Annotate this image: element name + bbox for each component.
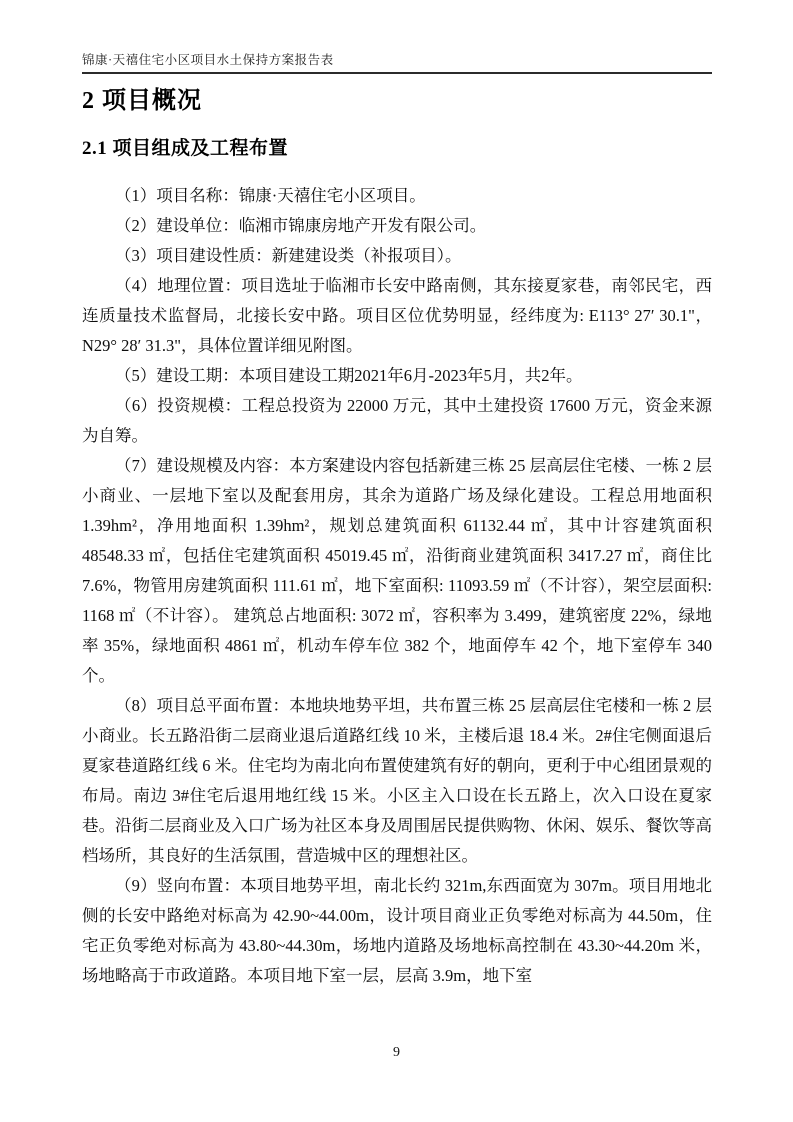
paragraph-scale-and-content: （7）建设规模及内容：本方案建设内容包括新建三栋 25 层高层住宅楼、一栋 2 层小商业、一层地下室以及配套用房，其余为道路广场及绿化建设。工程总用地面积 1.39hm²，净用地面积 1.39hm²，规划总建筑面积 61132.44 ㎡，其中计容建筑面积 48548.33 ㎡，包括住宅建筑面积 45019.45 ㎡，沿街商业建筑面积 3417.27 ㎡，商住比 7.6%，物管用房建筑面积 111.61 ㎡，地下室面积: 11093.59 ㎡（不计容），架空层面积: 1168 ㎡（不计容）。 建筑总占地面积: 3072 ㎡，容积率为 3.499，建筑密度 22%，绿地率 35%，绿地面积 4861 ㎡，机动车停车位 382 个，地面停车 42 个，地下室停车 340 个。 — [82, 456, 712, 685]
page-footer — [0, 1045, 793, 1061]
paragraph-construction-unit: （2）建设单位：临湘市锦康房地产开发有限公司。 — [115, 216, 487, 235]
paragraph-site-plan-layout: （8）项目总平面布置：本地块地势平坦，共布置三栋 25 层高层住宅楼和一栋 2 层小商业。长五路沿街二层商业退后道路红线 10 米，主楼后退 18.4 米。2#住宅侧面退后夏家巷道路红线 6 米。住宅均为南北向布置使建筑有好的朝向，更利于中心组团景观的布局。南边 3#住宅后退用地红线 15 米。小区主入口设在长五路上，次入口设在夏家巷。沿街二层商业及入口广场为社区本身及周围居民提供购物、休闲、娱乐、餐饮等高档场所，其良好的生活氛围，营造城中区的理想社区。 — [82, 696, 712, 865]
section-heading: 2.1 项目组成及工程布置 — [82, 138, 289, 159]
paragraph-construction-period: （5）建设工期：本项目建设工期2021年6月-2023年5月，共2年。 — [115, 366, 583, 385]
paragraph-project-name: （1）项目名称：锦康·天禧住宅小区项目。 — [115, 186, 426, 205]
chapter-heading: 2 项目概况 — [82, 88, 202, 114]
page-content-area — [82, 0, 712, 991]
running-header-title: 锦康·天禧住宅小区项目水土保持方案报告表 — [82, 53, 334, 67]
paragraph-location: （4）地理位置：项目选址于临湘市长安中路南侧，其东接夏家巷，南邻民宅，西连质量技术监督局，北接长安中路。项目区位优势明显，经纬度为: E113° 27′ 30.1"，N29° 28′ 31.3"，具体位置详细见附图。 — [82, 276, 712, 355]
paragraph-investment-scale: （6）投资规模：工程总投资为 22000 万元，其中土建投资 17600 万元，资金来源为自筹。 — [82, 396, 712, 445]
paragraph-project-nature: （3）项目建设性质：新建建设类（补报项目）。 — [115, 246, 462, 265]
body-text — [82, 181, 712, 991]
page-number: 9 — [393, 1045, 400, 1060]
running-header — [82, 0, 712, 74]
paragraph-vertical-layout: （9）竖向布置：本项目地势平坦，南北长约 321m,东西面宽为 307m。项目用地北侧的长安中路绝对标高为 42.90~44.00m，设计项目商业正负零绝对标高为 44.50m，住宅正负零绝对标高为 43.80~44.30m，场地内道路及场地标高控制在 43.30~44.20m 米，场地略高于市政道路。本项目地下室一层，层高 3.9m，地下室 — [82, 876, 712, 985]
